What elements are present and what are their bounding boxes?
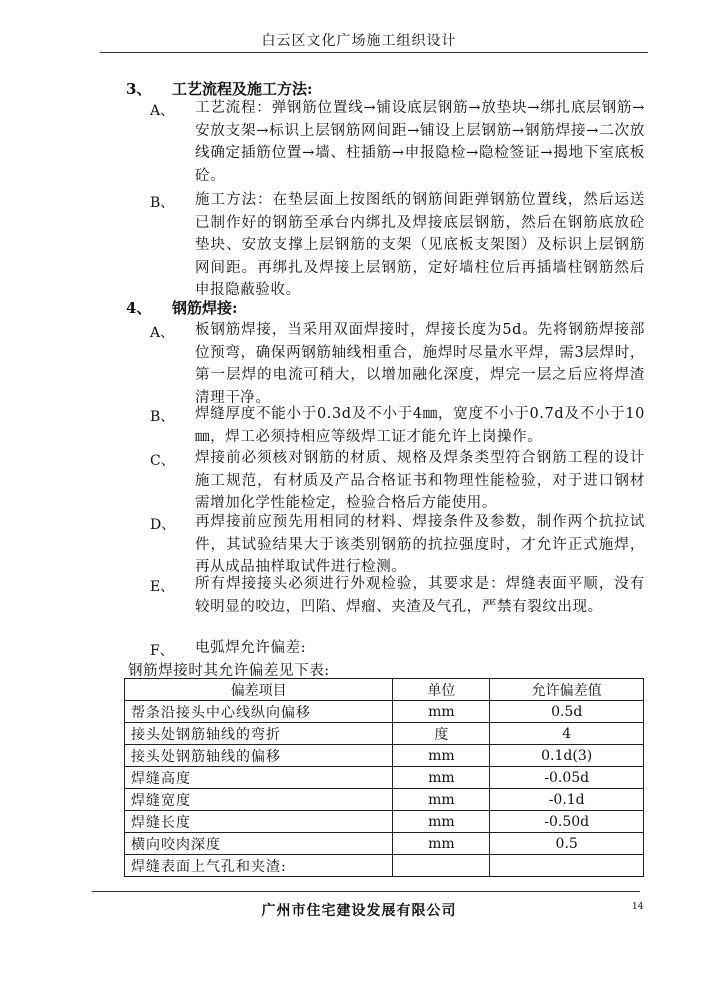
table-cell-unit: 度 <box>393 723 490 745</box>
table-header-tolerance: 允许偏差值 <box>490 679 644 701</box>
table-cell-item: 帮条沿接头中心线纵向偏移 <box>125 701 393 723</box>
page-number: 14 <box>632 902 644 912</box>
s3-item-a-label: A、 <box>150 103 175 119</box>
table-caption: 钢筋焊接时其允许偏差见下表: <box>128 663 330 679</box>
s4-item-a-text: 板钢筋焊接，当采用双面焊接时，焊接长度为5d。先将钢筋焊接部位预弯，确保两钢筋轴线相重合，施焊时尽量水平焊，需3层焊时，第一层焊的电流可稍大，以增加融化深度，焊完一层之后应将焊渣清理干净。 <box>195 322 645 406</box>
table-cell-unit <box>393 855 490 877</box>
table-cell-tolerance: 0.5 <box>490 833 644 855</box>
table-cell-tolerance: -0.50d <box>490 811 644 833</box>
table-cell-unit: mm <box>393 811 490 833</box>
footer-rule <box>92 891 640 892</box>
s4-item-e-text: 所有焊接接头必须进行外观检验，其要求是：焊缝表面平顺，没有较明显的咬边，凹陷、焊瘤、夹渣及气孔，严禁有裂纹出现。 <box>195 576 645 615</box>
table-row <box>125 811 644 833</box>
table-cell-tolerance: 4 <box>490 723 644 745</box>
s4-item-e-label: E、 <box>150 579 175 595</box>
table-cell-tolerance: -0.1d <box>490 789 644 811</box>
s4-item-c-label: C、 <box>150 453 175 469</box>
header-rule <box>100 52 648 53</box>
s3-item-b-label: B、 <box>150 195 175 211</box>
table-cell-unit: mm <box>393 789 490 811</box>
table-row <box>125 833 644 855</box>
s4-item-d-text: 再焊接前应预先用相同的材料、焊接条件及参数，制作两个抗拉试件，其试验结果大于该类别钢筋的抗拉强度时，才允许正式施焊，再从成品抽样取试件进行检测。 <box>195 514 645 575</box>
table-header-row <box>125 679 644 701</box>
s4-item-a-label: A、 <box>150 325 175 341</box>
table-row <box>125 789 644 811</box>
table-cell-item: 横向咬肉深度 <box>125 833 393 855</box>
table-row <box>125 701 644 723</box>
table-cell-unit: mm <box>393 833 490 855</box>
table-cell-item: 焊缝宽度 <box>125 789 393 811</box>
table-cell-tolerance: -0.05d <box>490 767 644 789</box>
page-header-title: 白云区文化广场施工组织设计 <box>261 33 457 49</box>
s4-item-b-label: B、 <box>150 409 175 425</box>
s4-item-f-text: 电弧焊允许偏差: <box>195 640 307 656</box>
table-cell-unit: mm <box>393 745 490 767</box>
table-cell-item: 接头处钢筋轴线的偏移 <box>125 745 393 767</box>
table-cell-item: 焊缝高度 <box>125 767 393 789</box>
s4-item-b-text: 焊缝厚度不能小于0.3d及不小于4㎜，宽度不小于0.7d及不小于10㎜，焊工必须持相应等级焊工证才能允许上岗操作。 <box>195 406 645 445</box>
table-row <box>125 745 644 767</box>
table-header-unit: 单位 <box>393 679 490 701</box>
table-cell-item: 接头处钢筋轴线的弯折 <box>125 723 393 745</box>
table-cell-tolerance <box>490 855 644 877</box>
deviation-table <box>124 678 644 877</box>
table-cell-item: 焊缝表面上气孔和夹渣: <box>125 855 393 877</box>
table-row <box>125 723 644 745</box>
table-header-item: 偏差项目 <box>125 679 393 701</box>
section-4-number: 4、 <box>126 299 152 317</box>
table-row <box>125 855 644 877</box>
s3-item-b-text: 施工方法：在垫层面上按图纸的钢筋间距弹钢筋位置线，然后运送已制作好的钢筋至承台内绑扎及焊接底层钢筋，然后在钢筋底放砼垫块、安放支撑上层钢筋的支架（见底板支架图）及标识上层钢筋网间距。再绑扎及焊接上层钢筋，定好墙柱位后再插墙柱钢筋然后申报隐蔽验收。 <box>195 192 645 298</box>
table-cell-tolerance: 0.5d <box>490 701 644 723</box>
table-row <box>125 767 644 789</box>
footer-company-name: 广州市住宅建设发展有限公司 <box>261 903 457 919</box>
table-cell-unit: mm <box>393 701 490 723</box>
s4-item-d-label: D、 <box>150 517 176 533</box>
table-cell-tolerance: 0.1d(3) <box>490 745 644 767</box>
s4-item-f-label: F、 <box>150 643 174 659</box>
table-cell-item: 焊缝长度 <box>125 811 393 833</box>
s3-item-a-text: 工艺流程：弹钢筋位置线→铺设底层钢筋→放垫块→绑扎底层钢筋→安放支架→标识上层钢筋网间距→铺设上层钢筋→钢筋焊接→二次放线确定插筋位置→墙、柱插筋→申报隐检→隐检签证→揭地下室底板砼。 <box>195 100 645 184</box>
section-4-title: 钢筋焊接: <box>172 299 238 317</box>
table-cell-unit: mm <box>393 767 490 789</box>
s4-item-c-text: 焊接前必须核对钢筋的材质、规格及焊条类型符合钢筋工程的设计施工规范，有材质及产品合格证书和物理性能检验，对于进口钢材需增加化学性能检定，检验合格后方能使用。 <box>195 450 645 511</box>
section-3-number: 3、 <box>126 80 152 98</box>
section-3-title: 工艺流程及施工方法: <box>172 80 313 98</box>
